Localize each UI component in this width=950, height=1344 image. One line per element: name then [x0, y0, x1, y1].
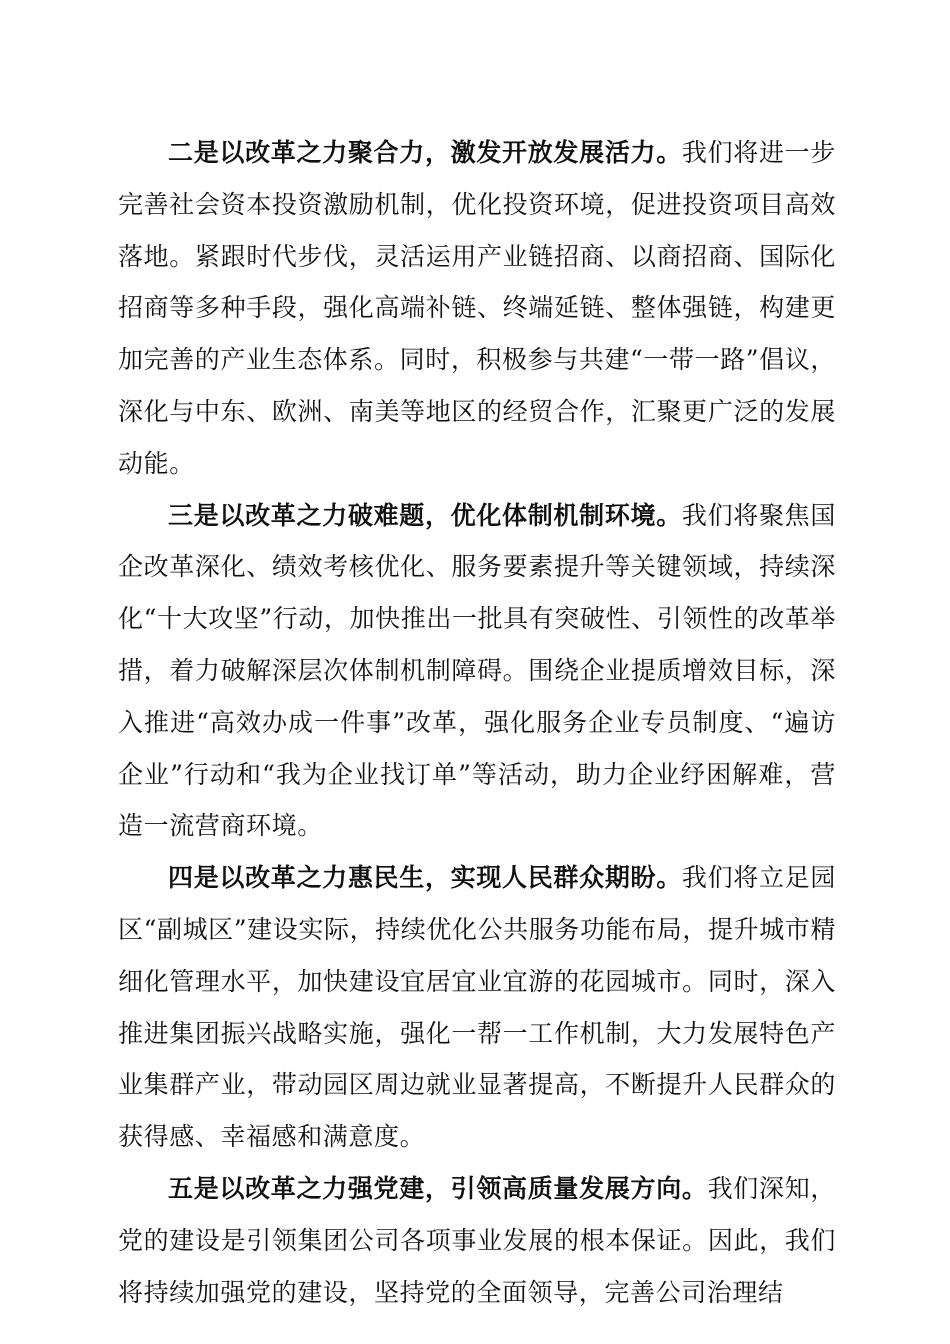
- paragraph-institutional-reform: [118, 490, 836, 853]
- paragraph-body-text: 我们将立足园区“副城区”建设实际，持续优化公共服务功能布局，提升城市精细化管理水平，加快建设宜居宜业宜游的花园城市。同时，深入推进集团振兴战略实施，强化一帮一工作机制，大力发展特色产业集群产业，带动园区周边就业显著提高，不断提升人民群众的获得感、幸福感和满意度。: [118, 863, 836, 1152]
- paragraph-lead-heading: 三是以改革之力破难题，优化体制机制环境。: [168, 500, 682, 530]
- paragraph-body-text: 我们深知，党的建设是引领集团公司各项事业发展的根本保证。因此，我们将持续加强党的建设，坚持党的全面领导，完善公司治理结: [118, 1173, 836, 1307]
- paragraph-opening-up: [118, 127, 836, 490]
- paragraph-lead-heading: 四是以改革之力惠民生，实现人民群众期盼。: [168, 863, 682, 893]
- paragraph-lead-heading: 二是以改革之力聚合力，激发开放发展活力。: [168, 138, 682, 167]
- document-body: [118, 127, 836, 1318]
- paragraph-lead-heading: 五是以改革之力强党建，引领高质量发展方向。: [168, 1173, 708, 1203]
- paragraph-party-building: [118, 1163, 836, 1318]
- paragraph-livelihood: [118, 852, 836, 1163]
- paragraph-body-text: 我们将进一步完善社会资本投资激励机制，优化投资环境，促进投资项目高效落地。紧跟时代步伐，灵活运用产业链招商、以商招商、国际化招商等多种手段，强化高端补链、终端延链、整体强链，构建更加完善的产业生态体系。同时，积极参与共建“一带一路”倡议，深化与中东、欧洲、南美等地区的经贸合作，汇聚更广泛的发展动能。: [118, 138, 836, 478]
- paragraph-body-text: 我们将聚焦国企改革深化、绩效考核优化、服务要素提升等关键领域，持续深化“十大攻坚”行动，加快推出一批具有突破性、引领性的改革举措，着力破解深层次体制机制障碍。围绕企业提质增效目标，深入推进“高效办成一件事”改革，强化服务企业专员制度、“遍访企业”行动和“我为企业找订单”等活动，助力企业纾困解难，营造一流营商环境。: [118, 500, 836, 841]
